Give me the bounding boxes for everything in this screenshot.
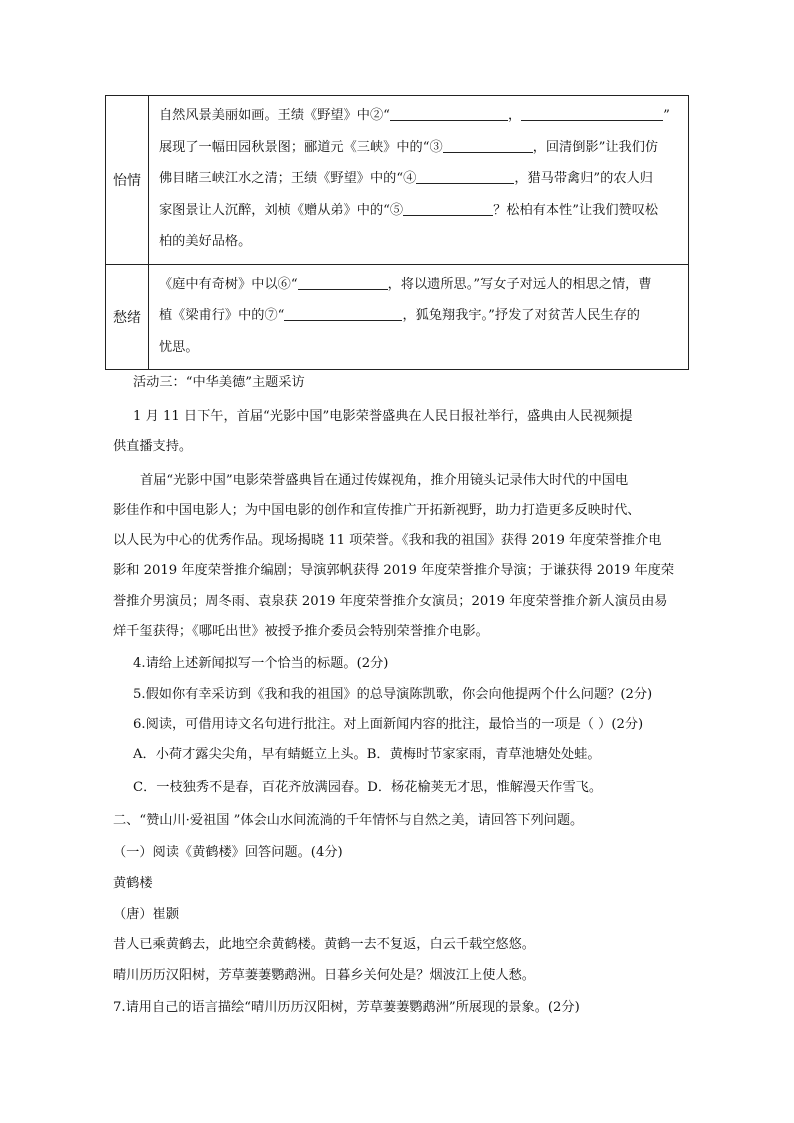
answer-blank[interactable]	[298, 273, 388, 290]
content-cell: 自然风景美丽如画。王绩《野望》中②“ ， ” 展现了一幅田园秋景图；郦道元《三峡》中的“③ ，回清倒影”让我们仿 佛目睹三峡江水之清；王绩《野望》中的“④ ，猎马带禽归”的农人归 家图景让人沉醉，刘桢《赠从弟》中的“⑤ ？松柏有本性”让我们赞叹松 柏的美好品格。	[149, 96, 689, 265]
answer-blank[interactable]	[390, 104, 508, 121]
category-cell: 怡情	[106, 96, 149, 265]
news-paragraph-line: 1 月 11 日下午，首届“光影中国”电影荣誉盛典在人民日报社举行，盛典由人民视频提	[133, 409, 633, 424]
poem-line: 昔人已乘黄鹤去，此地空余黄鹤楼。黄鹤一去不复返，白云千载空悠悠。	[113, 937, 535, 952]
poem-line: 晴川历历汉阳树，芳草萋萋鹦鹉洲。日暮乡关何处是？烟波江上使人愁。	[113, 968, 535, 983]
content-cell: 《庭中有奇树》中以⑥“ ，将以遗所思。”写女子对远人的相思之情，曹 植《梁甫行》中的⑦“ ，狐兔翔我宇。”抒发了对贫苦人民生存的 忧思。	[149, 264, 689, 370]
question-5: 5.假如你有幸采访到《我和我的祖国》的总导演陈凯歌，你会向他提两个什么问题？(2分)	[133, 687, 653, 702]
option-a-b: A．小荷才露尖尖角，早有蜻蜓立上头。B．黄梅时节家家雨，青草池塘处处蛙。	[133, 747, 601, 762]
question-4: 4.请给上述新闻拟写一个恰当的标题。(2分)	[133, 656, 389, 671]
news-paragraph-line: 供直播支持。	[113, 439, 193, 454]
poem-title: 黄鹤楼	[113, 876, 153, 891]
answer-blank[interactable]	[416, 167, 514, 184]
poetry-emotion-table	[105, 95, 689, 370]
news-paragraph-line: 影佳作和中国电影人；为中国电影的创作和宣传推广开拓新视野，助力打造更多反映时代、	[113, 503, 641, 518]
news-paragraph-line: 誉推介男演员；周冬雨、袁泉获 2019 年度荣誉推介女演员；2019 年度荣誉推介新人演员由易	[113, 594, 668, 609]
news-paragraph-line: 首届“光影中国”电影荣誉盛典旨在通过传媒视角，推介用镜头记录伟大时代的中国电	[140, 473, 629, 488]
answer-blank[interactable]	[443, 136, 533, 153]
table-row	[106, 96, 689, 265]
news-paragraph-line: 以人民为中心的优秀作品。现场揭晓 11 项荣誉。《我和我的祖国》获得 2019 年度荣誉推介电	[113, 533, 662, 548]
poem-author: （唐）崔颢	[113, 907, 179, 922]
news-paragraph-line: 影和 2019 年度荣誉推介编剧；导演郭帆获得 2019 年度荣誉推介导演；于谦获得 2019 年度荣	[113, 563, 675, 578]
answer-blank[interactable]	[403, 199, 493, 216]
answer-blank[interactable]	[284, 304, 402, 321]
category-cell: 愁绪	[106, 264, 149, 370]
subsection-heading: （一）阅读《黄鹤楼》回答问题。(4分)	[113, 845, 343, 860]
question-7: 7.请用自己的语言描绘“晴川历历汉阳树，芳草萋萋鹦鹉洲”所展现的景象。(2分)	[113, 1000, 580, 1015]
question-6: 6.阅读，可借用诗文名句进行批注。对上面新闻内容的批注，最恰当的一项是（ ）(2分)	[133, 717, 644, 732]
news-paragraph-line: 烊千玺获得；《哪吒出世》被授予推介委员会特别荣誉推介电影。	[113, 624, 489, 639]
option-c-d: C．一枝独秀不是春，百花齐放满园春。D．杨花榆荚无才思，惟解漫天作雪飞。	[133, 780, 603, 795]
section-heading: 二、“赞山川·爱祖国 ”体会山水间流淌的千年情怀与自然之美，请回答下列问题。	[113, 813, 584, 828]
answer-blank[interactable]	[521, 104, 663, 121]
table-row	[106, 264, 689, 370]
activity-heading: 活动三：“中华美德”主题采访	[133, 375, 305, 390]
